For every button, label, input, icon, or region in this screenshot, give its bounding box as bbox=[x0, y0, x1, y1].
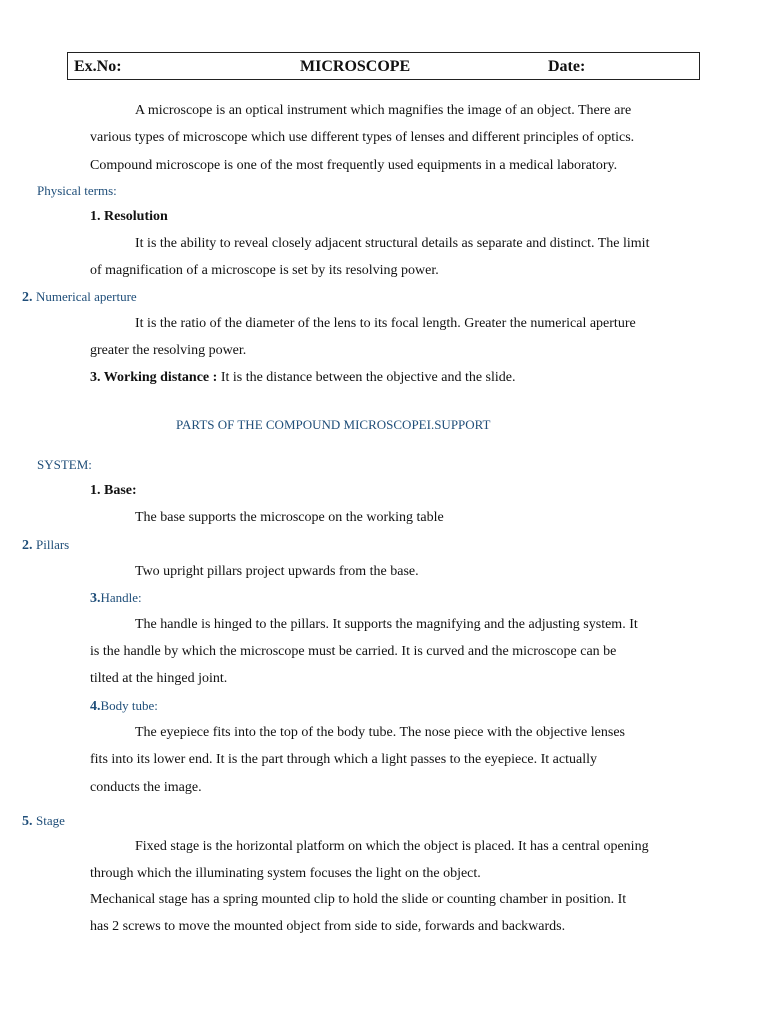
exno-label: Ex.No: bbox=[74, 58, 122, 75]
page-title: MICROSCOPE bbox=[300, 58, 411, 75]
body-tube-line-2: fits into its lower end. It is the part through which a light passes to the eyepiece. It actually bbox=[90, 752, 597, 767]
date-label: Date: bbox=[548, 58, 586, 75]
handle-line-1: The handle is hinged to the pillars. It supports the magnifying and the adjusting system. It bbox=[135, 617, 638, 632]
numerical-aperture-heading: Numerical aperture bbox=[36, 289, 137, 304]
stage-line-1: Fixed stage is the horizontal platform on which the object is placed. It has a central opening bbox=[135, 839, 649, 854]
pillars-number: 2. bbox=[22, 538, 33, 553]
working-distance-text: It is the distance between the objective and the slide. bbox=[220, 370, 516, 385]
stage-line-4: has 2 screws to move the mounted object from side to side, forwards and backwards. bbox=[90, 919, 566, 934]
base-text: The base supports the microscope on the working table bbox=[135, 510, 444, 525]
handle-number: 3. bbox=[90, 591, 101, 606]
stage-line-2: through which the illuminating system focuses the light on the object. bbox=[90, 866, 481, 881]
body-tube-number: 4. bbox=[90, 699, 101, 714]
pillars-text: Two upright pillars project upwards from the base. bbox=[135, 564, 419, 579]
stage-heading-row bbox=[22, 813, 65, 830]
working-distance-row bbox=[90, 370, 516, 386]
numerical-aperture-line-1: It is the ratio of the diameter of the lens to its focal length. Greater the numerical aperture bbox=[135, 316, 636, 331]
handle-heading-row bbox=[90, 590, 142, 607]
stage-line-3: Mechanical stage has a spring mounted clip to hold the slide or counting chamber in position. It bbox=[90, 892, 627, 907]
parts-heading: PARTS OF THE COMPOUND MICROSCOPEI.SUPPORT bbox=[176, 417, 491, 432]
handle-line-3: tilted at the hinged joint. bbox=[90, 671, 228, 686]
physical-terms-heading: Physical terms: bbox=[37, 183, 117, 198]
stage-heading: Stage bbox=[36, 813, 65, 828]
resolution-line-2: of magnification of a microscope is set by its resolving power. bbox=[90, 263, 439, 278]
body-tube-heading: Body tube: bbox=[100, 698, 158, 713]
resolution-heading: 1. Resolution bbox=[90, 209, 168, 224]
pillars-heading-row bbox=[22, 537, 69, 554]
handle-heading: Handle: bbox=[100, 590, 142, 605]
body-tube-heading-row bbox=[90, 698, 158, 715]
numerical-aperture-heading-row bbox=[22, 289, 137, 306]
numerical-aperture-line-2: greater the resolving power. bbox=[90, 343, 247, 358]
pillars-heading: Pillars bbox=[36, 537, 70, 552]
handle-line-2: is the handle by which the microscope must be carried. It is curved and the microscope can be bbox=[90, 644, 617, 659]
system-heading: SYSTEM: bbox=[37, 457, 92, 472]
header-box bbox=[67, 52, 700, 80]
stage-number: 5. bbox=[22, 814, 33, 829]
resolution-line-1: It is the ability to reveal closely adjacent structural details as separate and distinct. The limit bbox=[135, 236, 650, 251]
intro-line-3: Compound microscope is one of the most frequently used equipments in a medical laboratory. bbox=[90, 158, 618, 173]
body-tube-line-1: The eyepiece fits into the top of the body tube. The nose piece with the objective lenses bbox=[135, 725, 625, 740]
working-distance-heading: 3. Working distance : bbox=[90, 370, 218, 385]
intro-line-1: A microscope is an optical instrument which magnifies the image of an object. There are bbox=[135, 103, 632, 118]
body-tube-line-3: conducts the image. bbox=[90, 780, 202, 795]
intro-line-2: various types of microscope which use different types of lenses and different principles of optics. bbox=[90, 130, 635, 145]
base-heading: 1. Base: bbox=[90, 483, 137, 498]
numerical-aperture-number: 2. bbox=[22, 290, 33, 305]
